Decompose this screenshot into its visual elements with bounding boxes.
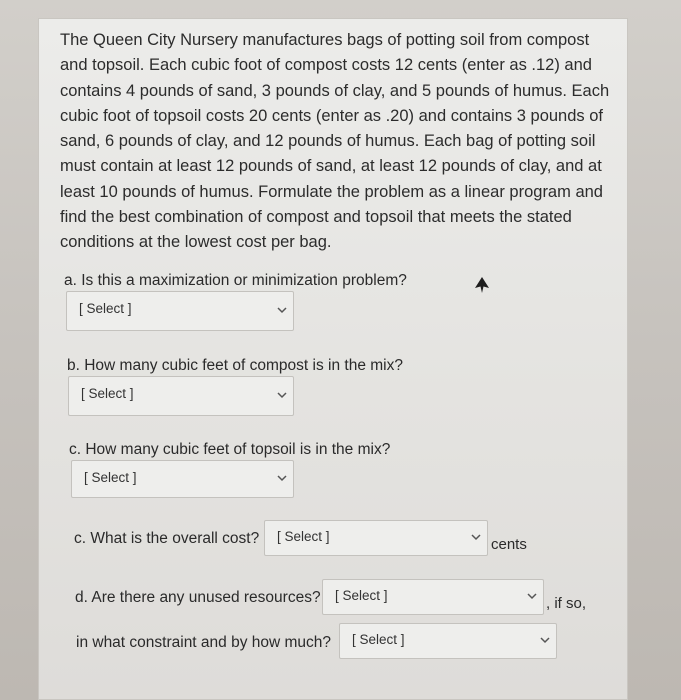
if-so-suffix: , if so,: [546, 595, 587, 612]
select-value: [ Select ]: [335, 588, 388, 603]
select-value: [ Select ]: [277, 529, 330, 544]
maximization-minimization-select[interactable]: [66, 291, 294, 331]
compost-feet-select[interactable]: [68, 376, 294, 416]
select-value: [ Select ]: [84, 470, 137, 485]
chevron-down-icon: [540, 635, 550, 645]
chevron-down-icon: [527, 591, 537, 601]
chevron-down-icon: [277, 390, 287, 400]
select-value: [ Select ]: [81, 386, 134, 401]
question-c-topsoil-label: c. How many cubic feet of topsoil is in the mix?: [69, 441, 391, 458]
question-a-label: a. Is this a maximization or minimization problem?: [64, 272, 407, 289]
cents-suffix: cents: [491, 536, 527, 553]
constraint-amount-label: in what constraint and by how much?: [76, 634, 332, 651]
chevron-down-icon: [471, 532, 481, 542]
question-c-cost-label: c. What is the overall cost?: [74, 530, 260, 547]
topsoil-feet-select[interactable]: [71, 460, 294, 498]
chevron-down-icon: [277, 473, 287, 483]
question-b-label: b. How many cubic feet of compost is in the mix?: [67, 357, 403, 374]
mouse-pointer-icon: [474, 276, 490, 294]
unused-resources-select[interactable]: [322, 579, 544, 615]
constraint-amount-select[interactable]: [339, 623, 557, 659]
select-value: [ Select ]: [79, 301, 132, 316]
overall-cost-select[interactable]: [264, 520, 488, 556]
question-text: The Queen City Nursery manufactures bags of potting soil from compost and topsoil. Each cubic foot of compost costs 12 cents (enter as .12) and contains 4 pounds of sand, 3 pounds of clay, and 5 pounds of humus. Each cubic foot of topsoil costs 20 cents (enter as .20) and contains 3 pounds of sand, 6 pounds of clay, and 12 pounds of humus. Each bag of potting soil must contain at least 12 pounds of sand, at least 12 pounds of clay, and at least 10 pounds of humus. Formulate the problem as a linear program and find the best combination of compost and topsoil that meets the stated conditions at the lowest cost per bag.: [60, 31, 610, 252]
select-value: [ Select ]: [352, 632, 405, 647]
chevron-down-icon: [277, 305, 287, 315]
question-d-label: d. Are there any unused resources?: [75, 589, 321, 606]
